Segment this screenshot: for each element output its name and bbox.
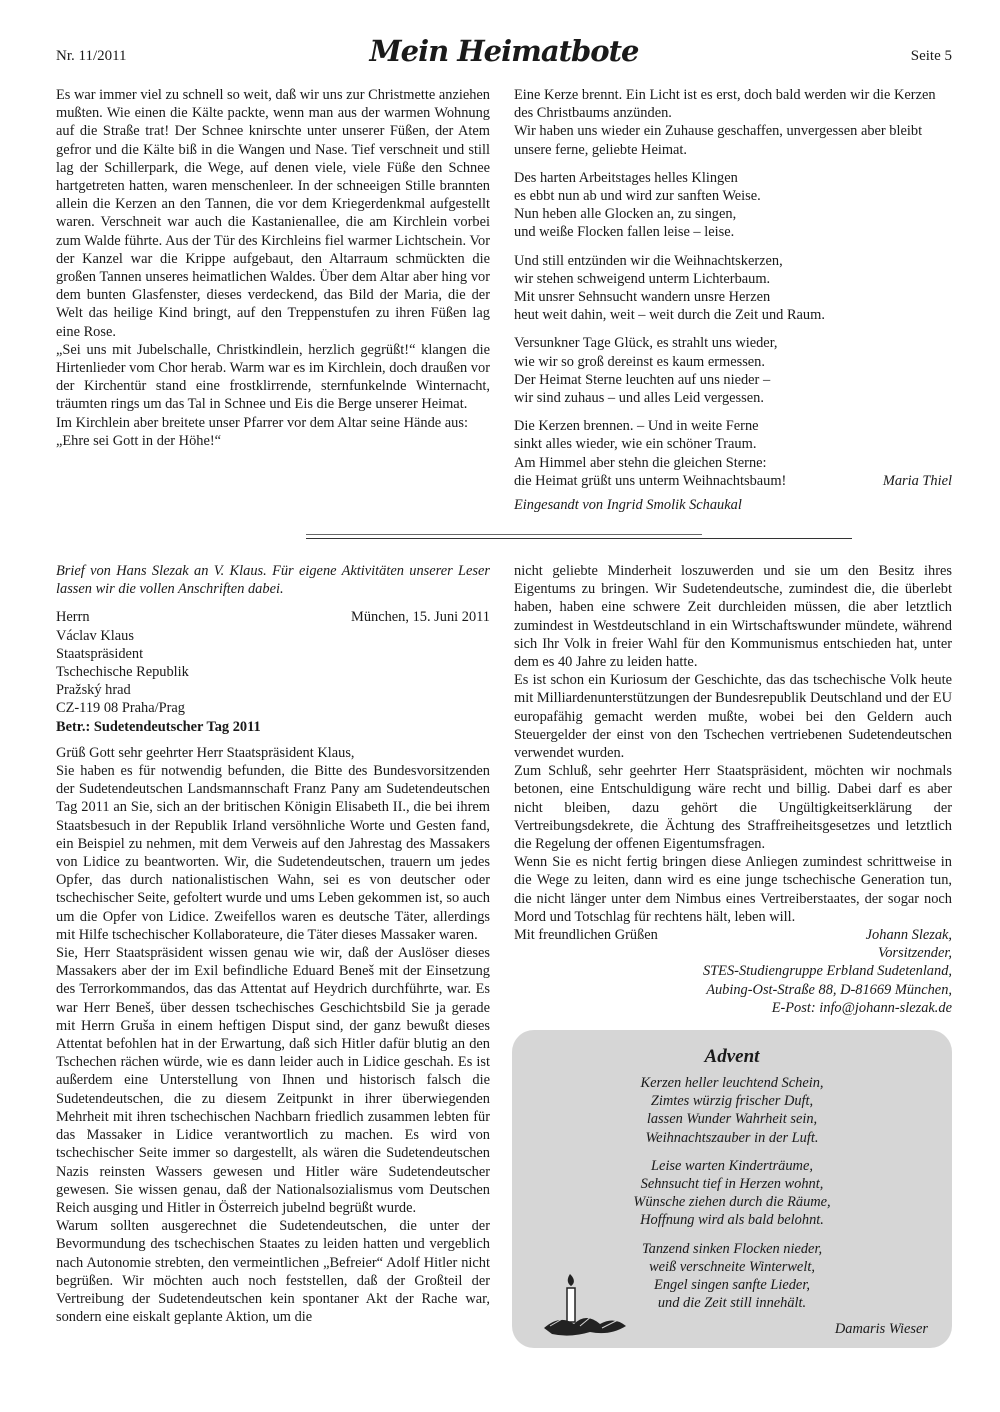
intro-paragraph: Eine Kerze brennt. Ein Licht ist es erst, doch bald werden wir die Kerzen des Christbaums anzünden. (514, 87, 936, 122)
poem-line: wir stehen schweigend unterm Lichterbaum. (514, 270, 771, 287)
poem-last-line (514, 472, 952, 490)
intro-paragraph: Wir haben uns wieder ein Zuhause geschaffen, unvergessen aber bleibt unsere ferne, geliebte Heimat. (514, 123, 923, 158)
submitted-by: Eingesandt von Ingrid Smolik Schaukal (514, 497, 742, 514)
poem-line: Kerzen heller leuchtend Schein, (640, 1075, 824, 1091)
poem-stanza (512, 1157, 952, 1230)
signature-line: E-Post: info@johann-slezak.de (771, 999, 952, 1016)
christmas-article (56, 86, 490, 450)
address-line: Staatspräsident (56, 645, 144, 662)
poem-line: Sehnsucht tief in Herzen wohnt, (640, 1176, 824, 1193)
advent-poem-box (512, 1030, 952, 1348)
letter-column-left (56, 562, 490, 1326)
letter-greeting: Grüß Gott sehr geehrter Herr Staatspräsident Klaus, (56, 744, 355, 761)
poem-line: Engel singen sanfte Lieder, (654, 1277, 810, 1294)
candle-icon (540, 1266, 630, 1340)
letter-paragraph: Warum sollten ausgerechnet die Sudetendeutschen, die unter der Bevormundung des tschechischen Staates zu leiden hatten und vergeblich nach Autonomie strebten, den vermeintlichen „Befreier“ Adolf Hitler nicht begrüßen. Wir möchten auch noch feststellen, daß der Großteil der Vertreibung der Sudetendeutschen kein spontaner Akt der Rache war, sondern eine eiskalt geplante Aktion, um die (56, 1218, 490, 1326)
closing-row (514, 926, 952, 944)
signature-line: STES-Studiengruppe Erbland Sudetenland, (702, 963, 952, 980)
poem-line: heut weit dahin, weit – weit durch die Zeit und Raum. (514, 307, 825, 324)
address-line: Pražský hrad (56, 682, 131, 699)
address-line: Tschechische Republik (56, 664, 189, 681)
address-line: CZ-119 08 Praha/Prag (56, 700, 185, 717)
page-number: Seite 5 (910, 48, 952, 64)
address-line: Václav Klaus (56, 627, 134, 644)
poem-line: lassen Wunder Wahrheit sein, (646, 1111, 818, 1128)
poem-line: und die Zeit still innehält. (657, 1295, 807, 1312)
recipient-address (56, 627, 490, 718)
poem-line: weiß verschneite Winterwelt, (649, 1258, 815, 1275)
poem-line: Die Kerzen brennen. – Und in weite Ferne (514, 418, 759, 435)
letter-column-right (514, 562, 952, 1017)
letter-paragraph: Wenn Sie es nicht fertig bringen diese Anliegen zumindest schrittweise in die Wege zu leiten, dann wird es eine junge tschechische Generation tun, die nicht länger unter dem Nimbus eines Vertreiberstaates, der sogar noch Mord und Totschlag für rechtens hält, leben will. (514, 854, 952, 925)
poem-line: Hoffnung wird als bald belohnt. (640, 1212, 824, 1229)
article-paragraph: „Sei uns mit Jubelschalle, Christkindlein, herzlich gegrüßt!“ klangen die Hirtenlieder vom Chor herab. Warm war es im Kirchlein, doch draußen vor der Kirchentür stand eine frostklirrende, sternfunkelnde Winternacht, träumten rings um das Tal in Schnee und Eis die Berge unserer Heimat. (56, 341, 490, 413)
section-divider (306, 538, 852, 539)
signature-block (514, 944, 952, 1017)
masthead: Mein Heimatbote (369, 34, 639, 68)
christmas-poem-section (514, 86, 952, 514)
advent-author: Damaris Wieser (834, 1321, 928, 1337)
article-paragraph: Es war immer viel zu schnell so weit, daß wir uns zur Christmette anziehen mußten. Wie einen die Kälte packte, wenn man aus der warmen Wohnung auf die Straße trat! Der Schnee knirschte unter unserer Füßen, der Atem gefror und die Kälte biß in die Wangen und Nase. Tief verschneit und still lag der Schillerpark, die Wege, auf denen viele, viele Füße den Schnee hartgetreten hatten, waren menschenleer. In der schneeigen Stille brannten allein die Kerzen an den Tannen, die vor dem Kriegerdenkmal aufgestellt waren. Verschneit war auch die Kastanienallee, die am Kirchlein vorbei zum Walde führte. Aus der Tür des Kirchleins fiel warmer Lichtschein. Vor der Kanzel war die Krippe aufgebaut, den Altarraum schmückten die großen Tannen unseres heimatlichen Waldes. Über dem Altar aber hing vor dem bunten Glasfenster, dieses verdeckend, das Bild der Maria, die der Welt das heilige Kind bringt, auf den Treppenstufen zu ihren Füßen lag eine Rose. (56, 87, 490, 340)
address-row (56, 608, 490, 626)
letter-paragraph: Sie haben es für notwendig befunden, die Bitte des Bundesvorsitzenden der Sudetendeutschen Landsmannschaft Franz Pany am Sudetendeutschen Tag 2011 an Sie, sich an der britischen Königin Elisabeth II., die bei ihrem Staatsbesuch in der Republik Irland versöhnliche Worte und Gesten fand, ein Beispiel zu nehmen, mit dem Verweis auf den Jahrestag des Massakers von Lidice zu beantworten. Wir, die Sudetendeutschen, trauern um jedes Opfer, das durch nationalistischen Wahn, sei es von deutscher oder tschechischer Seite, gefoltert wurde und ums Leben gekommen ist, so auch um die Opfer von Lidice. Zweifellos waren es deutsche Täter, allerdings mit Hilfe tschechischer Kollaborateure, die Täter dieses Massaker waren. (56, 763, 490, 943)
letter-intro: Brief von Hans Slezak an V. Klaus. Für eigene Aktivitäten unserer Leser lassen wir die vollen Anschriften dabei. (56, 563, 490, 598)
poem-line: die Heimat grüßt uns unterm Weihnachtsbaum! (514, 472, 787, 489)
poem-line: sinkt alles wieder, wie ein schöner Traum. (514, 436, 757, 453)
article-paragraph: „Ehre sei Gott in der Höhe!“ (56, 432, 222, 449)
place-date: München, 15. Juni 2011 (351, 609, 490, 626)
poem-line: Weihnachtszauber in der Luft. (645, 1129, 819, 1146)
address-salutation: Herrn (56, 609, 90, 626)
poem-line: Tanzend sinken Flocken nieder, (641, 1240, 823, 1257)
letter-subject: Betr.: Sudetendeutscher Tag 2011 (56, 718, 261, 735)
letter-paragraph: nicht geliebte Minderheit loszuwerden und sie um den Besitz ihres Eigentums zu bringen. Wir Sudetendeutsche, zumindest die, die überlebt haben, haben eine schwere Zeit durchleiden müssen, die aber letztlich zumindest in Westdeutschland in ein Wirtschaftswunder mündete, während sich Ihr Volk in freier Wahl für den Kommunismus entschieden hat, unter dem es 40 Jahre zu leiden hatte. (514, 563, 952, 671)
poem-line: Zimtes würzig frischer Duft, (650, 1093, 814, 1110)
poem-line: Nun heben alle Glocken an, zu singen, (514, 206, 737, 223)
letter-paragraph: Zum Schluß, sehr geehrter Herr Staatspräsident, möchten wir nochmals betonen, eine Entschuldigung wäre recht und billig. Dabei darf es aber nicht bleiben, dazu gehört die Ungültigkeitserklärung der Vertreibungsdekrete, die Ächtung des Straffreiheitsgesetzes und letztlich die Regelung der offenen Eigentumsfragen. (514, 763, 952, 853)
poem-line: Wünsche ziehen durch die Räume, (633, 1194, 831, 1211)
advent-title: Advent (704, 1046, 760, 1067)
letter-paragraph: Sie, Herr Staatspräsident wissen genau wie wir, daß der Auslöser dieses Massakers aber der im Exil befindliche Eduard Beneš mit der Einsetzung des Terrorkommandos, das das Attentat auf Heydrich durchführte, war. Es war Herr Beneš, über dessen tschechisches Geschichtsbild Sie ja gerade mit Herrn Gruša in einem heftigen Disput sind, der ganz bewußt dieses Attentat befohlen hat in der Erwartung, daß sich Hitler dafür blutig an den Tschechen rächen würde, wie es dann leider auch in Lidice geschah. Es ist außerdem eine Unterstellung von Ihnen und historisch falsch die Sudetendeutschen, die zu diesem Zeitpunkt in ihrer überwiegenden Mehrheit mit ihren tschechischen Nachbarn friedlich zusammen lebten für das Massaker in Lidice verantwortlich zu machen. Es wird von tschechischer Seite immer so dargestellt, als wären die Sudetendeutschen Nazis reinsten Wassers gewesen und Hitler wäre Sudetendeutscher gewesen. Sie wissen genau, daß der Nationalsozialismus vom Deutschen Reich ausging und Hitler in Österreich jubelnd begrüßt wurde. (56, 945, 490, 1216)
letter-paragraph: Es ist schon ein Kuriosum der Geschichte, das das tschechische Volk heute mit Milliardenunterstützungen der Bundesrepublik Deutschland und der EU europafähig gemacht werden mußte, wobei bei den Geldern auch Steuergelder der einst von den Tschechen vertriebenen Sudetendeutschen verwendet wurden. (514, 672, 952, 762)
poem-line: wie wir so groß dereinst es kaum ermessen. (514, 353, 765, 370)
poem-line: und weiße Flocken fallen leise – leise. (514, 224, 735, 241)
section-divider (306, 534, 702, 535)
poem-line: Und still entzünden wir die Weihnachtskerzen, (514, 252, 783, 269)
poem-stanza (514, 252, 952, 325)
poem-line: Des harten Arbeitstages helles Klingen (514, 169, 738, 186)
poem-line: Am Himmel aber stehn die gleichen Sterne: (514, 454, 767, 471)
poem-line: Mit unsrer Sehnsucht wandern unsre Herzen (514, 289, 771, 306)
poem-stanza (512, 1074, 952, 1147)
poem-line: Leise warten Kinderträume, (651, 1157, 813, 1174)
poem-stanza (514, 334, 952, 407)
poem-line: es ebbt nun ab und wird zur sanften Weise. (514, 188, 761, 205)
poem-line: wir sind zuhaus – und alles Leid vergessen. (514, 390, 764, 407)
issue-number: Nr. 11/2011 (56, 48, 127, 64)
poem-author: Maria Thiel (882, 472, 952, 489)
poem-stanza (514, 169, 952, 242)
poem-line: Der Heimat Sterne leuchten auf uns nieder – (514, 371, 771, 388)
letter-signer: Johann Slezak, (865, 927, 952, 944)
letter-closing: Mit freundlichen Grüßen (514, 927, 658, 944)
poem-line: Versunkner Tage Glück, es strahlt uns wieder, (514, 335, 778, 352)
signature-line: Aubing-Ost-Straße 88, D-81669 München, (706, 981, 952, 998)
poem-stanza (514, 417, 952, 490)
signature-line: Vorsitzender, (878, 945, 952, 962)
page-header (56, 34, 952, 70)
article-paragraph: Im Kirchlein aber breitete unser Pfarrer vor dem Altar seine Hände aus: (56, 414, 468, 431)
